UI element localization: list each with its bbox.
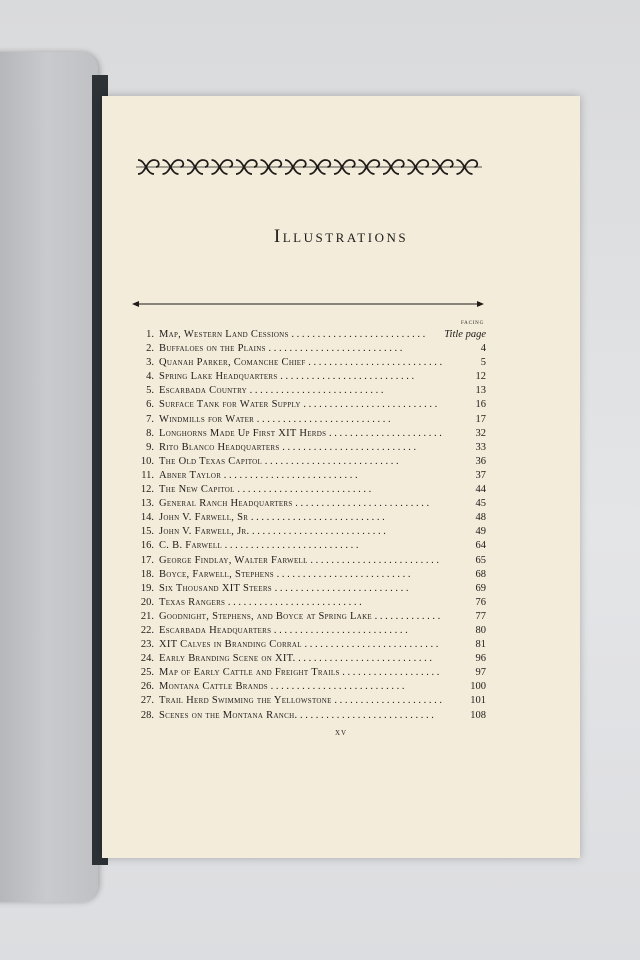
item-page: 33 <box>475 441 486 453</box>
list-item <box>124 428 486 442</box>
facing-left-page <box>0 52 98 902</box>
item-number: 12. <box>140 484 154 496</box>
illustrations-list <box>124 329 486 724</box>
item-page: 97 <box>475 667 486 679</box>
item-number: 11. <box>141 469 154 481</box>
item-title: Goodnight, Stephens, and Boyce at Spring Lake . . <box>159 611 442 622</box>
item-page: 48 <box>475 512 486 524</box>
item-page: 77 <box>475 610 486 622</box>
item-title: The Old Texas Capitol . . <box>159 456 442 467</box>
item-title: Map of Early Cattle and Freight Trails . . <box>159 667 442 678</box>
item-title: Windmills for Water . . <box>159 414 442 425</box>
item-number: 19. <box>140 582 154 594</box>
list-item <box>124 555 486 569</box>
list-item <box>124 357 486 371</box>
item-title: Rito Blanco Headquarters . . <box>159 442 442 453</box>
item-page: 80 <box>475 624 486 636</box>
item-page: 13 <box>475 385 486 397</box>
list-item <box>124 498 486 512</box>
item-number: 18. <box>140 568 154 580</box>
list-item <box>124 385 486 399</box>
item-number: 16. <box>140 540 154 552</box>
item-page: 69 <box>475 582 486 594</box>
list-item <box>124 329 486 343</box>
list-item <box>124 343 486 357</box>
item-title: Escarbada Headquarters . . <box>159 625 442 636</box>
item-title: John V. Farwell, Sr . . <box>159 512 442 523</box>
item-title: Boyce, Farwell, Stephens . . <box>159 569 442 580</box>
item-title: Six Thousand XIT Steers . . <box>159 583 442 594</box>
item-number: 9. <box>146 441 154 453</box>
list-item <box>124 414 486 428</box>
decorative-border-ornament <box>134 156 484 178</box>
item-number: 3. <box>146 357 154 369</box>
book-page <box>102 96 580 858</box>
list-item <box>124 639 486 653</box>
item-page: 32 <box>475 427 486 439</box>
item-title: XIT Calves in Branding Corral . . <box>159 639 442 650</box>
list-item <box>124 371 486 385</box>
item-title: General Ranch Headquarters . . <box>159 498 442 509</box>
item-title: Longhorns Made Up First XIT Herds . . <box>159 428 442 439</box>
item-number: 5. <box>146 385 154 397</box>
item-number: 6. <box>146 399 154 411</box>
item-page: 108 <box>470 709 486 721</box>
list-item <box>124 456 486 470</box>
item-title: John V. Farwell, Jr. . . <box>159 526 442 537</box>
item-page: 12 <box>475 371 486 383</box>
item-title: Map, Western Land Cessions . . <box>159 329 426 340</box>
item-title: The New Capitol . . <box>159 484 442 495</box>
list-item <box>124 583 486 597</box>
item-number: 15. <box>140 526 154 538</box>
item-page: 5 <box>480 357 486 369</box>
list-item <box>124 526 486 540</box>
item-number: 1. <box>146 329 154 340</box>
list-item <box>124 540 486 554</box>
list-item <box>124 710 486 724</box>
item-number: 26. <box>140 681 154 693</box>
list-item <box>124 569 486 583</box>
item-page: 17 <box>475 413 486 425</box>
item-number: 2. <box>146 343 154 355</box>
item-number: 25. <box>140 667 154 679</box>
item-page: 101 <box>470 695 486 707</box>
item-title: Surface Tank for Water Supply . . <box>159 399 442 410</box>
item-number: 28. <box>140 709 154 721</box>
item-number: 7. <box>146 413 154 425</box>
item-page: 44 <box>475 484 486 496</box>
item-page: 65 <box>475 554 486 566</box>
item-number: 22. <box>140 624 154 636</box>
item-title: Spring Lake Headquarters . . <box>159 371 442 382</box>
item-number: 27. <box>140 695 154 707</box>
list-item <box>124 695 486 709</box>
item-title: Quanah Parker, Comanche Chief . . <box>159 357 442 368</box>
facing-label: facing <box>460 319 484 326</box>
page-heading: Illustrations <box>273 226 409 247</box>
item-title: Buffaloes on the Plains . . <box>159 343 442 354</box>
list-item <box>124 484 486 498</box>
list-item <box>124 611 486 625</box>
list-item <box>124 597 486 611</box>
item-page: 96 <box>475 653 486 665</box>
item-number: 24. <box>140 653 154 665</box>
item-title: Escarbada Country . . <box>159 385 442 396</box>
list-item <box>124 667 486 681</box>
page-number: xv <box>334 728 348 738</box>
item-page: 16 <box>475 399 486 411</box>
list-item <box>124 653 486 667</box>
list-item <box>124 442 486 456</box>
item-page: 45 <box>475 498 486 510</box>
item-number: 10. <box>140 455 154 467</box>
item-number: 21. <box>140 610 154 622</box>
item-number: 14. <box>140 512 154 524</box>
list-item <box>124 512 486 526</box>
item-number: 13. <box>140 498 154 510</box>
item-page: 68 <box>475 568 486 580</box>
item-title: Early Branding Scene on XIT. . . <box>159 653 442 664</box>
item-page: 64 <box>475 540 486 552</box>
item-number: 4. <box>146 371 154 383</box>
item-page: Title page <box>444 329 486 340</box>
item-title: Trail Herd Swimming the Yellowstone . . <box>159 695 442 706</box>
list-item <box>124 470 486 484</box>
item-title: Scenes on the Montana Ranch. . . <box>159 710 442 721</box>
item-title: C. B. Farwell . . <box>159 540 442 551</box>
item-page: 36 <box>475 455 486 467</box>
item-number: 8. <box>146 427 154 439</box>
heading-rule <box>132 299 484 309</box>
item-title: George Findlay, Walter Farwell . . <box>159 555 442 566</box>
item-page: 37 <box>475 469 486 481</box>
list-item <box>124 399 486 413</box>
list-item <box>124 681 486 695</box>
item-page: 4 <box>480 343 486 355</box>
item-page: 81 <box>475 639 486 651</box>
item-title: Montana Cattle Brands . . <box>159 681 442 692</box>
item-title: Abner Taylor . . <box>159 470 442 481</box>
item-title: Texas Rangers . . <box>159 597 442 608</box>
item-number: 17. <box>140 554 154 566</box>
item-page: 100 <box>470 681 486 693</box>
item-number: 23. <box>140 639 154 651</box>
item-page: 76 <box>475 596 486 608</box>
item-number: 20. <box>140 596 154 608</box>
list-item <box>124 625 486 639</box>
item-page: 49 <box>475 526 486 538</box>
